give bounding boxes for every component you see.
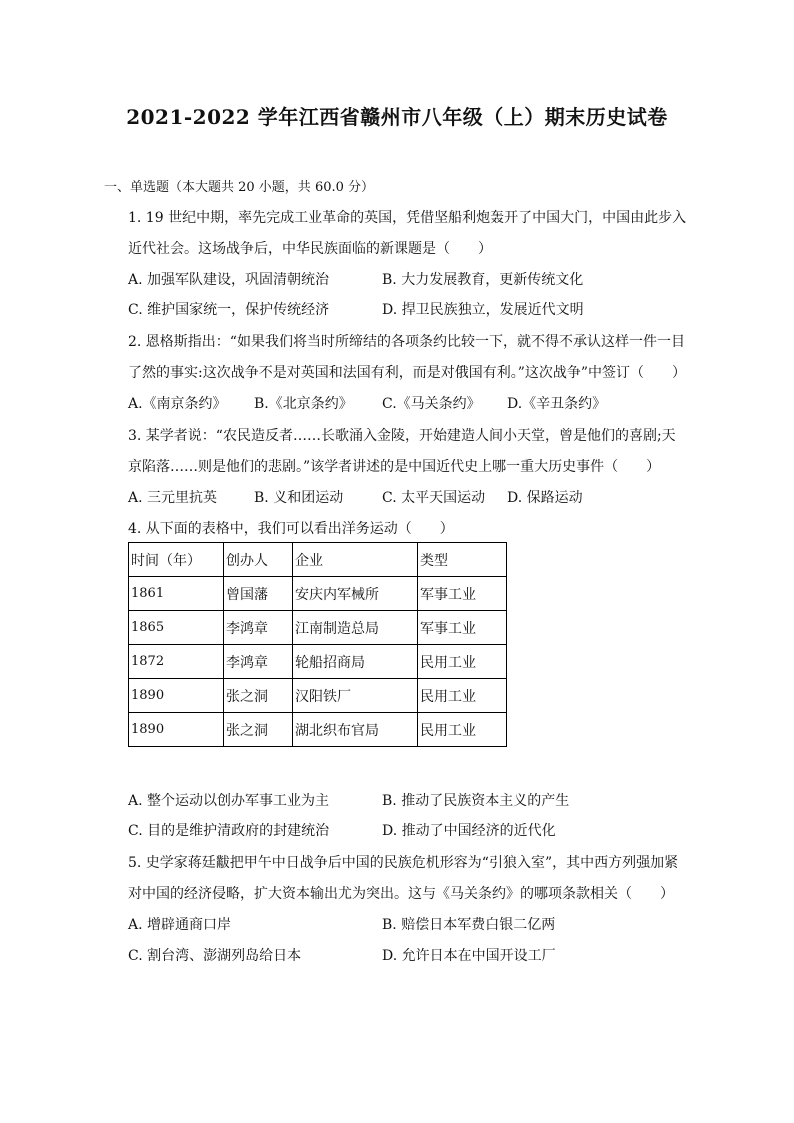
table-header-cell: 创办人 <box>224 543 293 577</box>
table-cell-enterprise: 汉阳铁厂 <box>293 679 418 713</box>
table-cell-enterprise: 轮船招商局 <box>293 645 418 679</box>
q4-option-d: D. 推动了中国经济的近代化 <box>382 823 556 839</box>
table-cell-founder: 李鸿章 <box>224 645 293 679</box>
table-cell-founder: 曾国藩 <box>224 577 293 611</box>
table-cell-year: 1872 <box>129 645 224 679</box>
table-cell-type: 军事工业 <box>418 611 507 645</box>
q1-option-d: D. 捍卫民族独立，发展近代文明 <box>382 302 584 318</box>
q2-option-d: D.《辛丑条约》 <box>507 396 607 412</box>
q4-option-b: B. 推动了民族资本主义的产生 <box>382 793 570 809</box>
table-cell-enterprise: 安庆内军械所 <box>293 577 418 611</box>
q1-option-a: A. 加强军队建设，巩固清朝统治 <box>128 272 330 288</box>
table-cell-type: 民用工业 <box>418 679 507 713</box>
q5-option-b: B. 赔偿日本军费白银二亿两 <box>382 917 556 933</box>
table-header-cell: 企业 <box>293 543 418 577</box>
table-header-cell: 类型 <box>418 543 507 577</box>
q3-stem-line2: 京陷落……则是他们的悲剧。”该学者讲述的是中国近代史上哪一重大历史事件（ ） <box>128 459 661 475</box>
q1-stem-line1: 1. 19 世纪中期，率先完成工业革命的英国，凭借坚船利炮轰开了中国大门，中国由此步入 <box>128 210 687 226</box>
table-cell-enterprise: 湖北织布官局 <box>293 713 418 747</box>
table-cell-year: 1890 <box>129 679 224 713</box>
table-row <box>129 713 507 747</box>
table-cell-year: 1865 <box>129 611 224 645</box>
q3-option-c: C. 太平天国运动 <box>382 490 486 506</box>
q2-option-c: C.《马关条约》 <box>382 396 481 412</box>
q3-option-b: B. 义和团运动 <box>254 490 344 506</box>
q3-option-d: D. 保路运动 <box>507 490 583 506</box>
table-cell-founder: 李鸿章 <box>224 611 293 645</box>
q5-stem-line2: 对中国的经济侵略，扩大资本输出尤为突出。这与《马关条约》的哪项条款相关（ ） <box>128 886 674 902</box>
table-row <box>129 577 507 611</box>
table-cell-founder: 张之洞 <box>224 713 293 747</box>
q1-stem-line2: 近代社会。这场战争后，中华民族面临的新课题是（ ） <box>128 241 492 257</box>
q4-stem: 4. 从下面的表格中，我们可以看出洋务运动（ ） <box>128 521 454 537</box>
table-cell-year: 1861 <box>129 577 224 611</box>
q4-option-c: C. 目的是维护清政府的封建统治 <box>128 823 330 839</box>
q5-option-d: D. 允许日本在中国开设工厂 <box>382 948 556 964</box>
q4-table <box>128 542 507 747</box>
q5-option-c: C. 割台湾、澎湖列岛给日本 <box>128 948 302 964</box>
section-heading: 一、单选题（本大题共 20 小题，共 60.0 分） <box>104 180 375 195</box>
table-cell-type: 军事工业 <box>418 577 507 611</box>
table-row <box>129 679 507 713</box>
exam-title: 2021-2022 学年江西省赣州市八年级（上）期末历史试卷 <box>126 105 668 129</box>
table-row <box>129 611 507 645</box>
table-row <box>129 645 507 679</box>
q5-stem-line1: 5. 史学家蒋廷黻把甲午中日战争后中国的民族危机形容为“引狼入室”，其中西方列强加紧 <box>128 855 679 871</box>
table-header-row <box>129 543 507 577</box>
q5-option-a: A. 增辟通商口岸 <box>128 917 232 933</box>
q1-option-b: B. 大力发展教育，更新传统文化 <box>382 272 584 288</box>
table-cell-year: 1890 <box>129 713 224 747</box>
q3-stem-line1: 3. 某学者说：“农民造反者……长歌涌入金陵，开始建造人间小天堂，曾是他们的喜剧;天 <box>128 428 676 444</box>
q2-option-b: B.《北京条约》 <box>254 396 353 412</box>
table-cell-type: 民用工业 <box>418 713 507 747</box>
table-cell-founder: 张之洞 <box>224 679 293 713</box>
q2-option-a: A.《南京条约》 <box>128 396 227 412</box>
table-cell-enterprise: 江南制造总局 <box>293 611 418 645</box>
q1-option-c: C. 维护国家统一，保护传统经济 <box>128 302 330 318</box>
q4-option-a: A. 整个运动以创办军事工业为主 <box>128 793 330 809</box>
table-cell-type: 民用工业 <box>418 645 507 679</box>
q2-stem-line2: 了然的事实:这次战争不是对英国和法国有利，而是对俄国有利。”这次战争”中签订（ ） <box>128 365 687 381</box>
table-header-cell: 时间（年） <box>129 543 224 577</box>
q3-option-a: A. 三元里抗英 <box>128 490 218 506</box>
q2-stem-line1: 2. 恩格斯指出：“如果我们将当时所缔结的各项条约比较一下，就不得不承认这样一件一目 <box>128 334 685 350</box>
